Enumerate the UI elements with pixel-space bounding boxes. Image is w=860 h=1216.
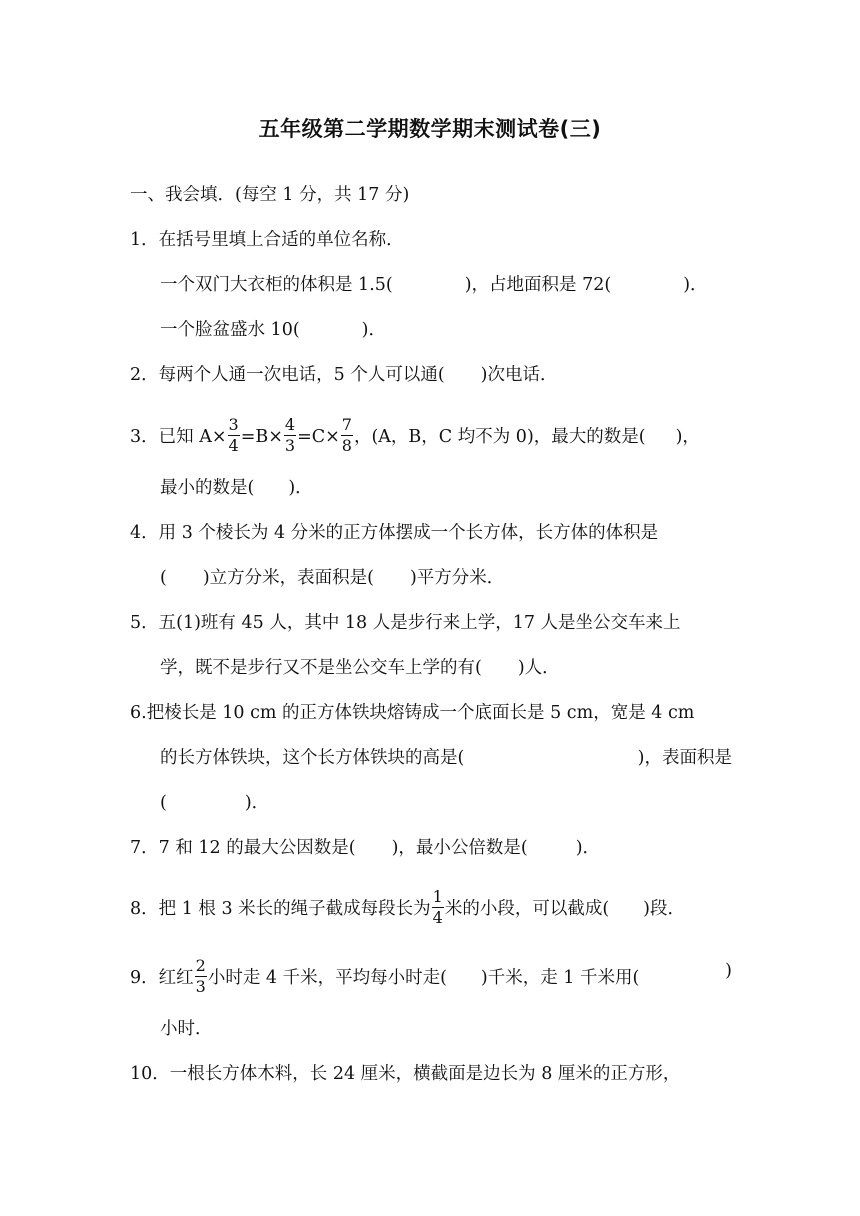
question-7: 7．7 和 12 的最大公因数是( )，最小公倍数是( )．	[130, 838, 601, 858]
question-9-line-1: 9．红红 $\frac{2}{3}$ 小时走 4 千米，平均每小时走( )千米，走 1 千米用( )	[130, 956, 732, 996]
question-3-line-1: 3．已知 A× $\frac{3}{4}$ =B× $\frac{4}{3}$ =C× $\frac{7}{8}$ ，(A，B，C 均不为 0)，最大的数是( )，	[130, 415, 700, 455]
fraction: $\frac{7}{8}$	[341, 415, 352, 455]
question-6-line-1: 6.把棱长是 10 cm 的正方体铁块熔铸成一个底面长是 5 cm，宽是 4 cm	[130, 703, 695, 723]
question-6-line-3: ( )．	[160, 793, 270, 813]
question-1-line-b: 一个脸盆盛水 10( )．	[160, 320, 386, 340]
question-1-stem: 1．在括号里填上合适的单位名称．	[130, 230, 404, 250]
section-heading: 一、我会填．(每空 1 分，共 17 分)	[130, 185, 410, 205]
fraction: $\frac{2}{3}$	[195, 956, 206, 996]
fraction: $\frac{3}{4}$	[228, 415, 239, 455]
question-10-line-1: 10．一根长方体木料，长 24 厘米，横截面是边长为 8 厘米的正方形，	[130, 1064, 681, 1084]
question-1-line-a: 一个双门大衣柜的体积是 1.5( )，占地面积是 72( )．	[160, 275, 708, 295]
page-title: 五年级第二学期数学期末测试卷(三)	[258, 117, 602, 141]
question-3-line-2: 最小的数是( )．	[160, 478, 313, 498]
fraction: $\frac{4}{3}$	[284, 415, 296, 455]
question-5-line-1: 5．五(1)班有 45 人，其中 18 人是步行来上学，17 人是坐公交车来上	[130, 613, 681, 633]
question-8: 8．把 1 根 3 米长的绳子截成每段长为 $\frac{1}{4}$ 米的小段，可以截成( )段．	[130, 887, 685, 927]
fraction: $\frac{1}{4}$	[432, 887, 443, 927]
question-9-line-2: 小时．	[160, 1019, 213, 1039]
question-5-line-2: 学，既不是步行又不是坐公交车上学的有( )人．	[160, 658, 560, 678]
question-4-line-2: ( )立方分米，表面积是( )平方分米．	[160, 568, 505, 588]
question-6-line-2: 的长方体铁块，这个长方体铁块的高是( )，表面积是	[160, 748, 732, 768]
question-2: 2．每两个人通一次电话，5 个人可以通( )次电话．	[130, 365, 558, 385]
question-4-line-1: 4．用 3 个棱长为 4 分米的正方体摆成一个长方体，长方体的体积是	[130, 523, 659, 543]
